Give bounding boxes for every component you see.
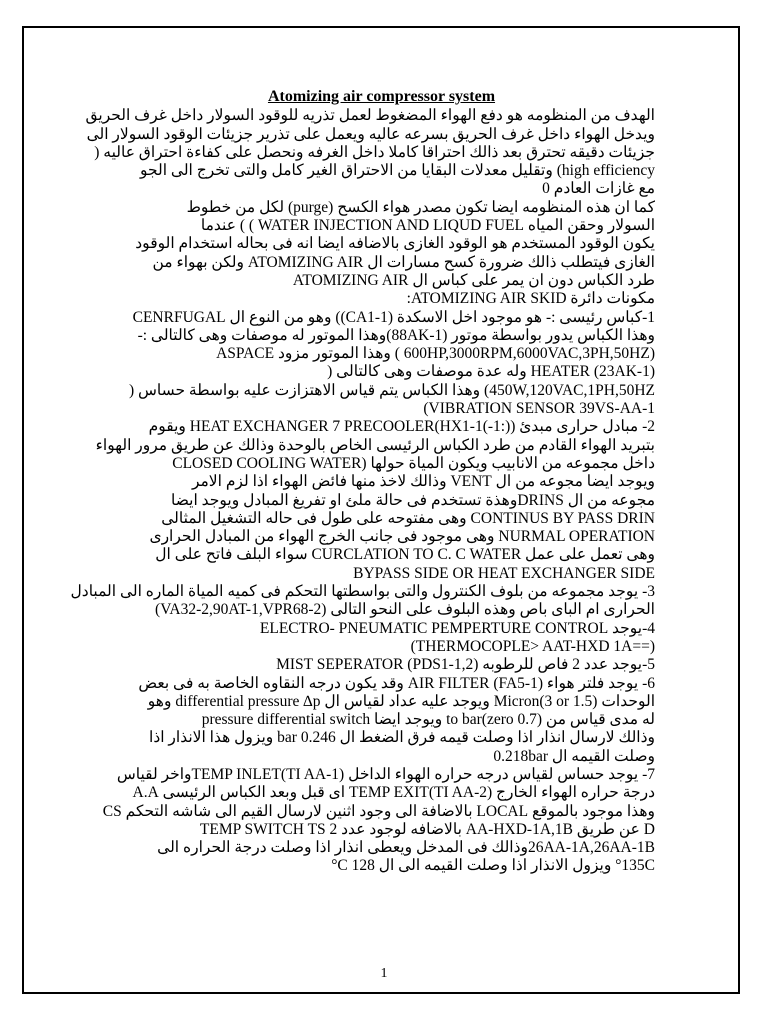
text-line: طرد الكباس دون ان يمر على كباس ال ATOMIZING AIR [292, 271, 655, 289]
text-line: (==THERMOCOPLE> AAT-HXD 1A) [410, 637, 655, 655]
text-line: 26AA-1A,26AA-1Bوذالك فى المدخل ويعطى انذار اذا وصلت درجة الحراره الى [157, 839, 655, 857]
text-line: مجوعه من ال DRINSوهذة تستخدم فى حالة ملئ او تفريغ المبادل ويوجد ايضا [171, 491, 655, 509]
text-line: بتبريد الهواء القادم من طرد الكباس الرئيسى الخاص بالوحدة وذالك عن طريق مرور الهواء [95, 436, 655, 454]
text-line: high efficiency) وتقليل معدلات البقايا من الاحتراق الغير كامل والتى تخرج الى الجو [140, 162, 655, 180]
text-line: الغازى فيتطلب ذالك ضرورة كسح مسارات ال ATOMIZING AIR ولكن بهواء من [152, 253, 655, 271]
text-line: VIBRATION SENSOR 39VS-AA-1) [423, 400, 655, 418]
text-line: مكونات دائرة ATOMIZING AIR SKID: [406, 290, 655, 308]
text-line: 4-يوجد ELECTRO- PNEUMATIC PEMPERTURE CONTROL [259, 619, 655, 637]
text-line: 6- يوجد فلتر هواء AIR FILTER (FA5-1) وقد يكون درجه النقاوه الخاصة به فى بعض [138, 674, 655, 692]
text-line: 5-يوجد عدد 2 فاص للرطوبه (MIST SEPERATOR (PDS1-1,2 [276, 656, 655, 674]
text-line: 2- مبادل حرارى مبدئ HEAT EXCHANGER 7 PRECOOLER(HX1-1(-1:)) ويقوم [148, 418, 655, 436]
text-line: 1-كباس رئيسى :- هو موجود اخل الاسكدة (CA1-1)) وهو من النوع ال CENRFUGAL [132, 308, 655, 326]
text-line: داخل مجموعه من الانابيب ويكون المياة حولها (CLOSED COOLING WATER [172, 454, 655, 472]
text-line: 3- يوجد مجموعه من بلوف الكنترول والتى بواسطتها التحكم فى كميه المياة الماره الى المبادل [70, 583, 655, 601]
text-line: HEATER (23AK-1) وله عدة موصفات وهى كالتالى ( [327, 363, 655, 381]
text-line: درجة حراره الهواء الخارج (TEMP EXIT(TI AA-2 اى قبل وبعد الكباس الرئيسى A.A [132, 784, 655, 802]
text-line: D عن طريق AA-HXD-1A,1B بالاضافه لوجود عدد TEMP SWITCH TS 2 [199, 820, 655, 838]
text-line: وصلت القيمه ال 0.218bar [493, 747, 655, 765]
text-line: 135C° ويزول الانذار اذا وصلت القيمه الى ال 128 C° [331, 857, 655, 875]
document-text [70, 107, 655, 875]
text-line: الهدف من المنظومه هو دفع الهواء المضغوط لعمل تذريه للوقود السولار داخل غرف الحريق [85, 107, 655, 125]
text-line: الوحدات Micron(3 or 1.5) ويوجد عليه عداد لقياس ال differential pressure ∆p وهو [147, 692, 655, 710]
text-line: وهذا موجود بالموقع LOCAL بالاضافة الى وجود اثنين لارسال القيم الى شاشه التحكم CS [102, 802, 655, 820]
text-line: وهى تعمل على عمل CURCLATION TO C. C WATER سواء البلف فاتح على ال [155, 546, 655, 564]
text-line: مع غازات العادم 0 [542, 180, 655, 198]
text-line: وهذا الكباس يدور بواسطة موتور (88AK-1)وهذا الموتور له موصفات وهى كالتالى :- [137, 326, 655, 344]
document-body [70, 88, 655, 876]
text-line: CONTINUS BY PASS DRIN وهى مفتوحه على طول فى حاله التشغيل المثالى [161, 509, 655, 527]
text-line: 7- يوجد حساس لقياس درجه حراره الهواء الداخل (TEMP INLET(TI AA-1واخر لقياس [116, 765, 655, 783]
text-line: جزيئات دقيقه تحترق بعد ذالك احتراقا كاملا داخل الغرفه ونحصل على كفاءة احتراق عاليه ( [94, 143, 655, 161]
text-line: NURMAL OPERATION وهى موجود فى جانب الخرج الهواء من المبادل الحرارى [149, 528, 655, 546]
text-line: 450W,120VAC,1PH,50HZ) وهذا الكباس يتم قياس الاهتزازت عليه بواسطة حساس ( [128, 381, 655, 399]
document-title: Atomizing air compressor system [267, 88, 496, 105]
text-line: (600HP,3000RPM,6000VAC,3PH,50HZ ) وهذا الموتور مزود ASPACE [216, 345, 655, 363]
text-line: كما ان هذه المنظومه ايضا تكون مصدر هواء الكسح (purge) لكل من خطوط [186, 198, 655, 216]
text-line: له مدى قياس من (0.7 to bar(zero ويوجد ايضا pressure differential switch [201, 711, 655, 729]
text-line: السولار وحقن المياه WATER INJECTION AND LIQUD FUEL ) ) عندما [200, 217, 655, 235]
text-line: يكون الوقود المستخدم هو الوقود الغازى بالاضافه ايضا انه فى بحاله استخدام الوقود [135, 235, 655, 253]
text-line: BYPASS SIDE OR HEAT EXCHANGER SIDE [353, 564, 655, 582]
text-line: الحرارى ام الباى باص وهذه البلوف على النحو التالى (VA32-2,90AT-1,VPR68-2) [155, 601, 655, 619]
text-line: ويدخل الهواء داخل غرف الحريق بسرعه عاليه ويعمل على تذرير جزيئات الوقود السولار الى [86, 125, 655, 143]
text-line: وذالك لارسال انذار اذا وصلت قيمه فرق الضغط ال 0.246 bar ويزول هذا الانذار اذا [149, 729, 655, 747]
page-number: 1 [380, 966, 388, 981]
text-line: ويوجد ايضا مجوعه من ال VENT وذالك لاخذ منها فائض الهواء اذا لزم الامر [191, 473, 655, 491]
